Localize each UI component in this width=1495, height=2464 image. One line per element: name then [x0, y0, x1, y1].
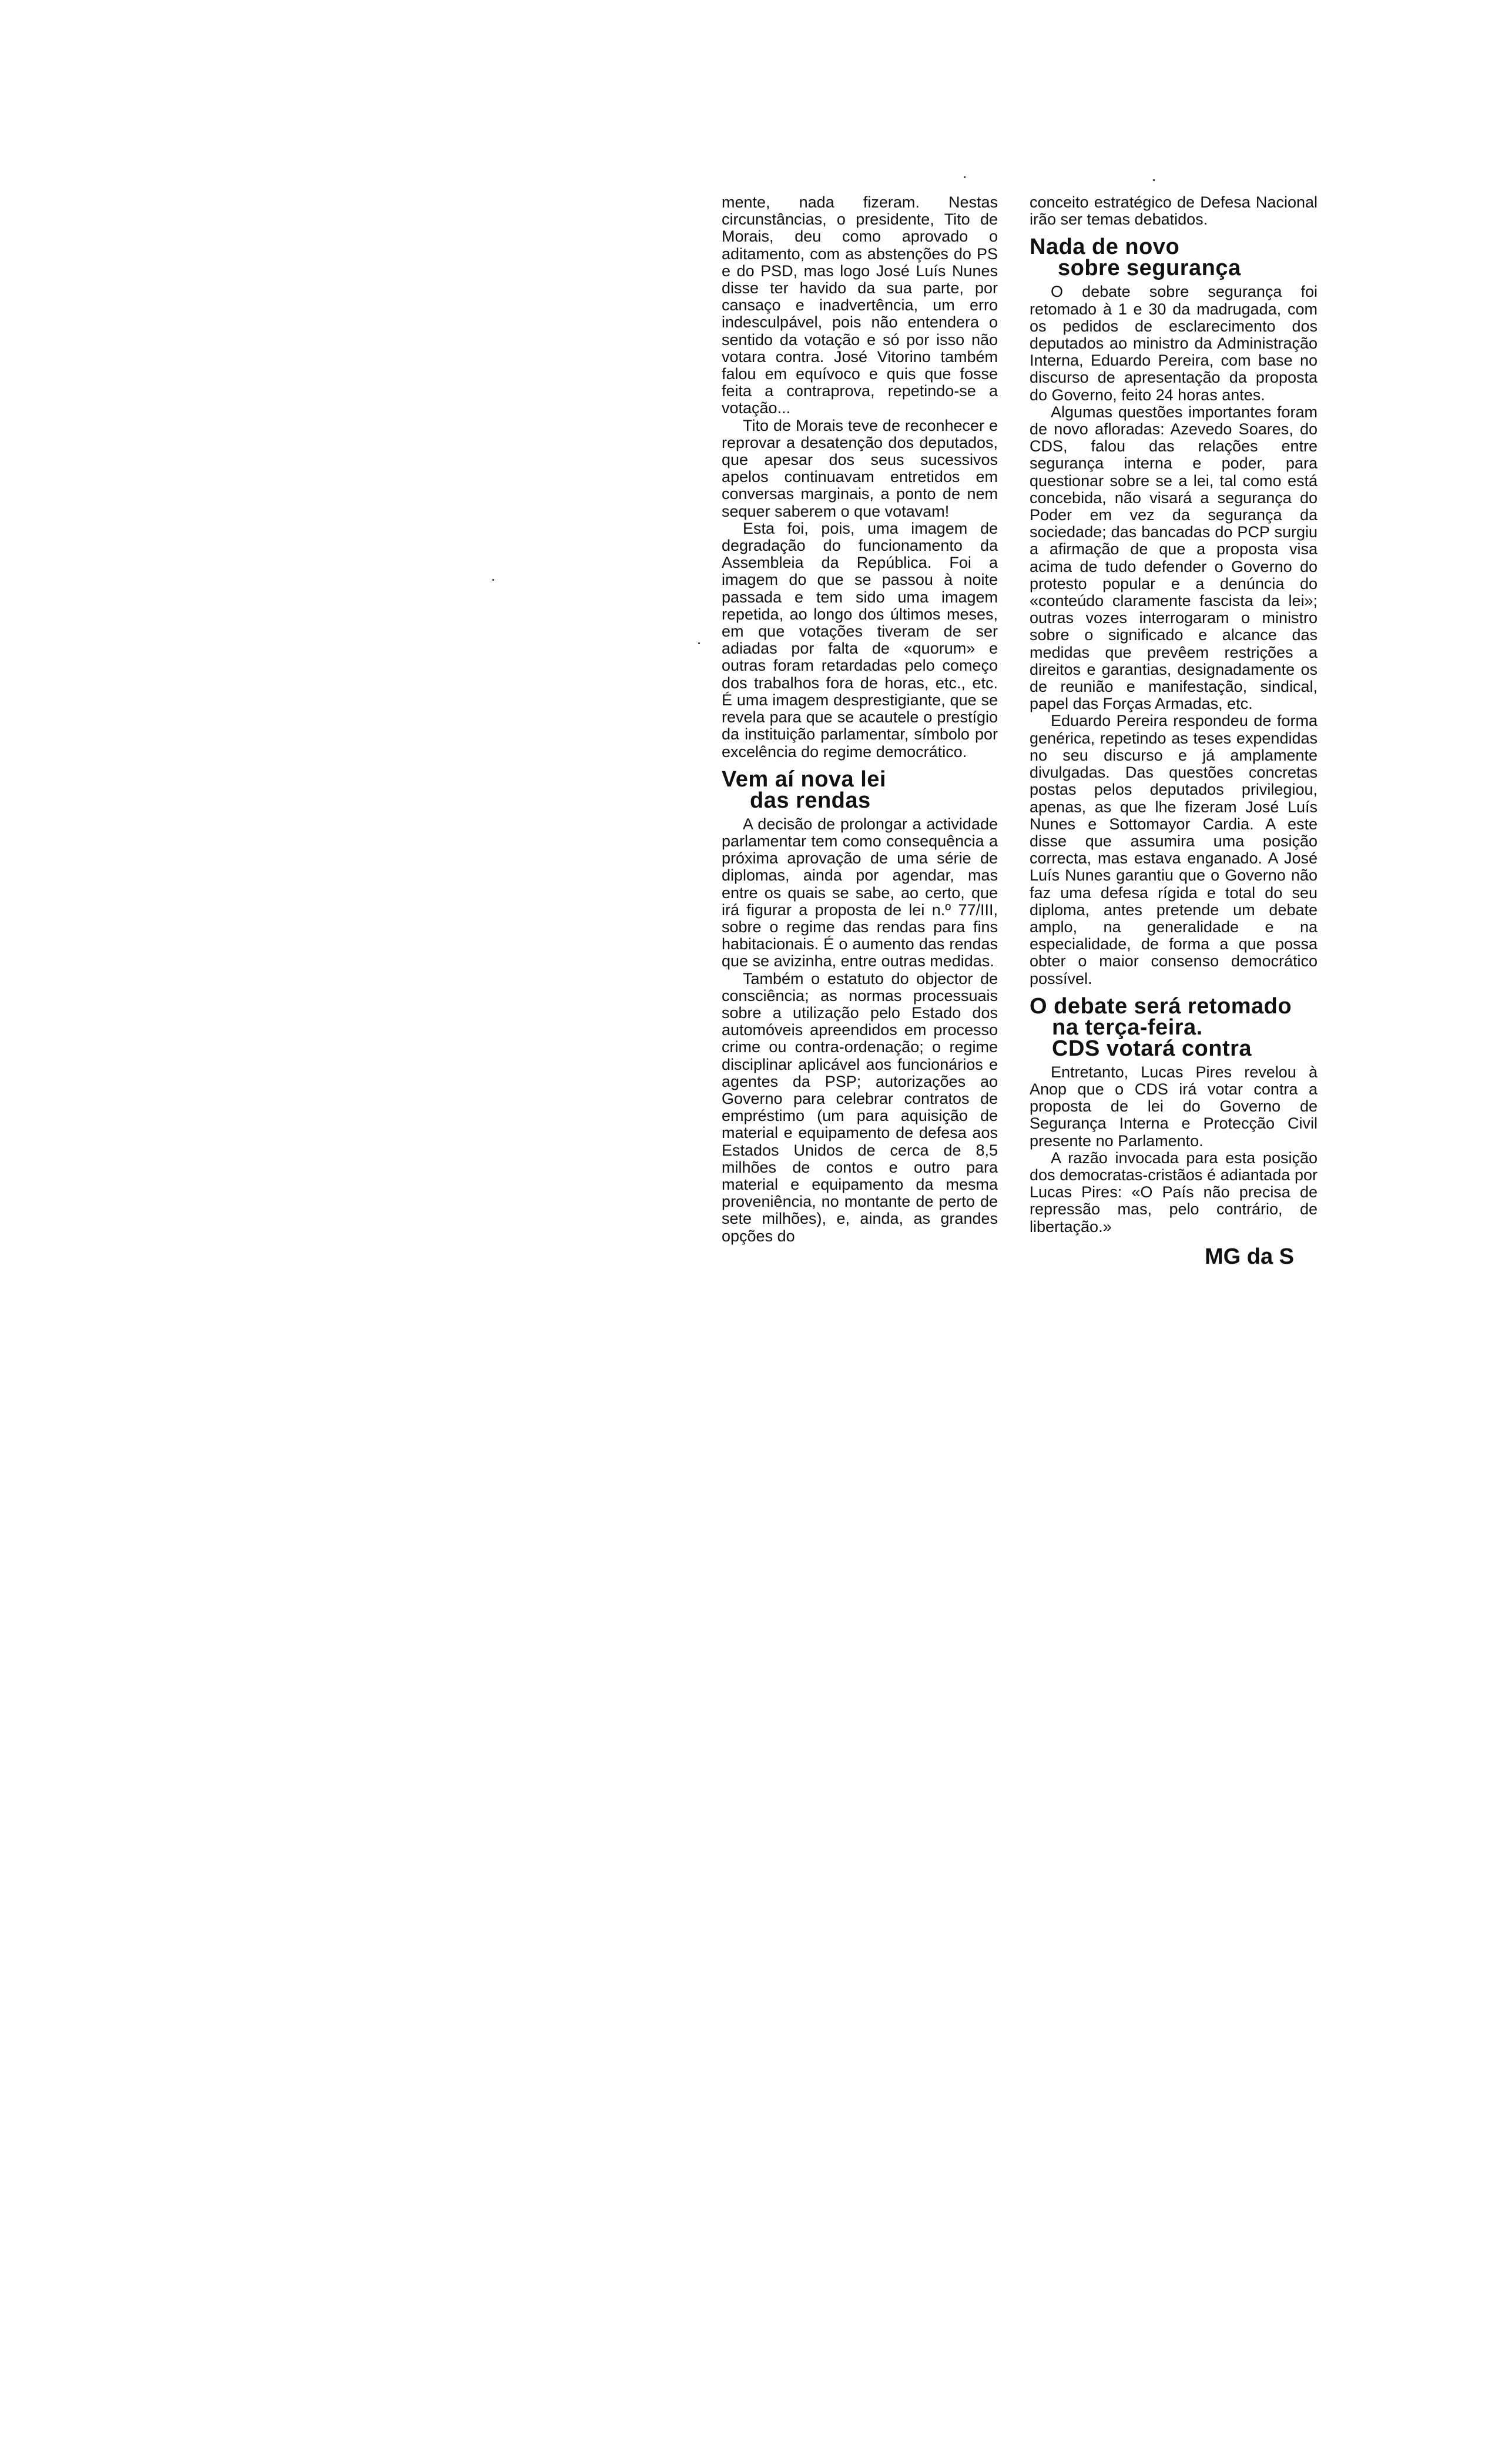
paragraph: O debate sobre segurança foi retomado à 1 e 30 da madrugada, com os pedidos de esclarecimento dos deputados ao ministro da Administração Interna, Eduardo Pereira, com base no discurso de apresentação da proposta do Governo, feito 24 horas antes. [1030, 283, 1318, 404]
paragraph: Tito de Morais teve de reconhecer e reprovar a desatenção dos deputados, que apesar dos seus sucessivos apelos continuavam entretidos em conversas marginais, a ponto de nem sequer saberem o que votavam! [722, 416, 998, 520]
paragraph: mente, nada fizeram. Nestas circunstâncias, o presidente, Tito de Morais, deu como aprovado o aditamento, com as abstenções do PS e do PSD, mas logo José Luís Nunes disse ter havido da sua parte, por cansaço e inadvertência, um erro indesculpável, pois não entendera o sentido da votação e só por isso não votara contra. José Vitorino também falou em equívoco e quis que fosse feita a contraprova, repetindo-se a votação... [722, 193, 998, 417]
article-column-right [1030, 193, 1318, 1269]
headline-line: Nada de novo [1030, 235, 1180, 260]
scan-speck [698, 642, 700, 644]
headline-line: das rendas [750, 788, 871, 813]
headline-line: CDS votará contra [1052, 1036, 1252, 1061]
headline-line: na terça-feira. [1052, 1015, 1203, 1040]
scan-speck [1153, 179, 1155, 181]
paragraph: Eduardo Pereira respondeu de forma genérica, repetindo as teses expendidas no seu discurso e já amplamente divulgadas. Das questões concretas postas pelos deputados privilegiou, apenas, as que lhe fizeram José Luís Nunes e Sottomayor Cardia. A este disse que assumira uma posição correcta, mas estava enganado. A José Luís Nunes garantiu que o Governo não faz uma defesa rígida e total do seu diploma, antes pretende um debate amplo, na generalidade e na especialidade, de forma a que possa obter o maior consenso democrático possível. [1030, 712, 1318, 987]
headline-line: sobre segurança [1058, 256, 1241, 281]
scan-speck [964, 176, 966, 178]
paragraph: conceito estratégico de Defesa Nacional irão ser temas debatidos. [1030, 193, 1318, 229]
paragraph: A razão invocada para esta posição dos democratas-cristãos é adiantada por Lucas Pires: «O País não precisa de repressão mas, pelo contrário, de libertação.» [1030, 1149, 1318, 1236]
paragraph: Esta foi, pois, uma imagem de degradação do funcionamento da Assembleia da República. Foi a imagem do que se passou à noite passada e tem sido uma imagem repetida, ao longo dos últimos meses, em que votações tiveram de ser adiadas por falta de «quorum» e outras foram retardadas pelo começo dos trabalhos fora de horas, etc., etc. É uma imagem desprestigiante, que se revela para que se acautele o prestígio da instituição parlamentar, símbolo por excelência do regime democrático. [722, 519, 998, 761]
paragraph: Algumas questões importantes foram de novo afloradas: Azevedo Soares, do CDS, falou das relações entre segurança interna e poder, para questionar sobre se a lei, tal como está concebida, não visará a segurança do Poder em vez da segurança da sociedade; das bancadas do PCP surgiu a afirmação de que a proposta visa acima de tudo defender o Governo do protesto popular e a denúncia do «conteúdo claramente fascista da lei»; outras vozes interrogaram o ministro sobre o significado e alcance das medidas que prevêem restrições a direitos e garantias, designadamente os de reunião e manifestação, sindical, papel das Forças Armadas, etc. [1030, 403, 1318, 713]
paragraph: Também o estatuto do objector de consciência; as normas processuais sobre a utilização pelo Estado dos automóveis apreendidos em processo crime ou contra-ordenação; o regime disciplinar aplicável aos funcionários e agentes da PSP; autorizações ao Governo para celebrar contratos de empréstimo (um para aquisição de material e equipamento de defesa aos Estados Unidos de cerca de 8,5 milhões de contos e outro para material e equipamento da mesma proveniência, no montante de perto de sete milhões), e, ainda, as grandes opções do [722, 969, 998, 1245]
article-column-left [722, 194, 998, 1245]
headline-line: O debate será retomado [1030, 993, 1292, 1019]
author-byline: MG da S [1204, 1244, 1294, 1269]
headline-line: Vem aí nova lei [722, 766, 886, 792]
paragraph: Entretanto, Lucas Pires revelou à Anop que o CDS irá votar contra a proposta de lei do Governo de Segurança Interna e Protecção Civil presente no Parlamento. [1030, 1063, 1318, 1150]
section-headline [722, 766, 998, 813]
paragraph: A decisão de prolongar a actividade parlamentar tem como consequência a próxima aprovação de uma série de diplomas, ainda por agendar, mas entre os quais se sabe, ao certo, que irá figurar a proposta de lei n.º 77/III, sobre o regime das rendas para fins habitacionais. É o aumento das rendas que se avizinha, entre outras medidas. [722, 815, 998, 970]
section-headline [1030, 993, 1318, 1061]
section-headline [1030, 236, 1318, 279]
scan-speck [492, 579, 494, 581]
